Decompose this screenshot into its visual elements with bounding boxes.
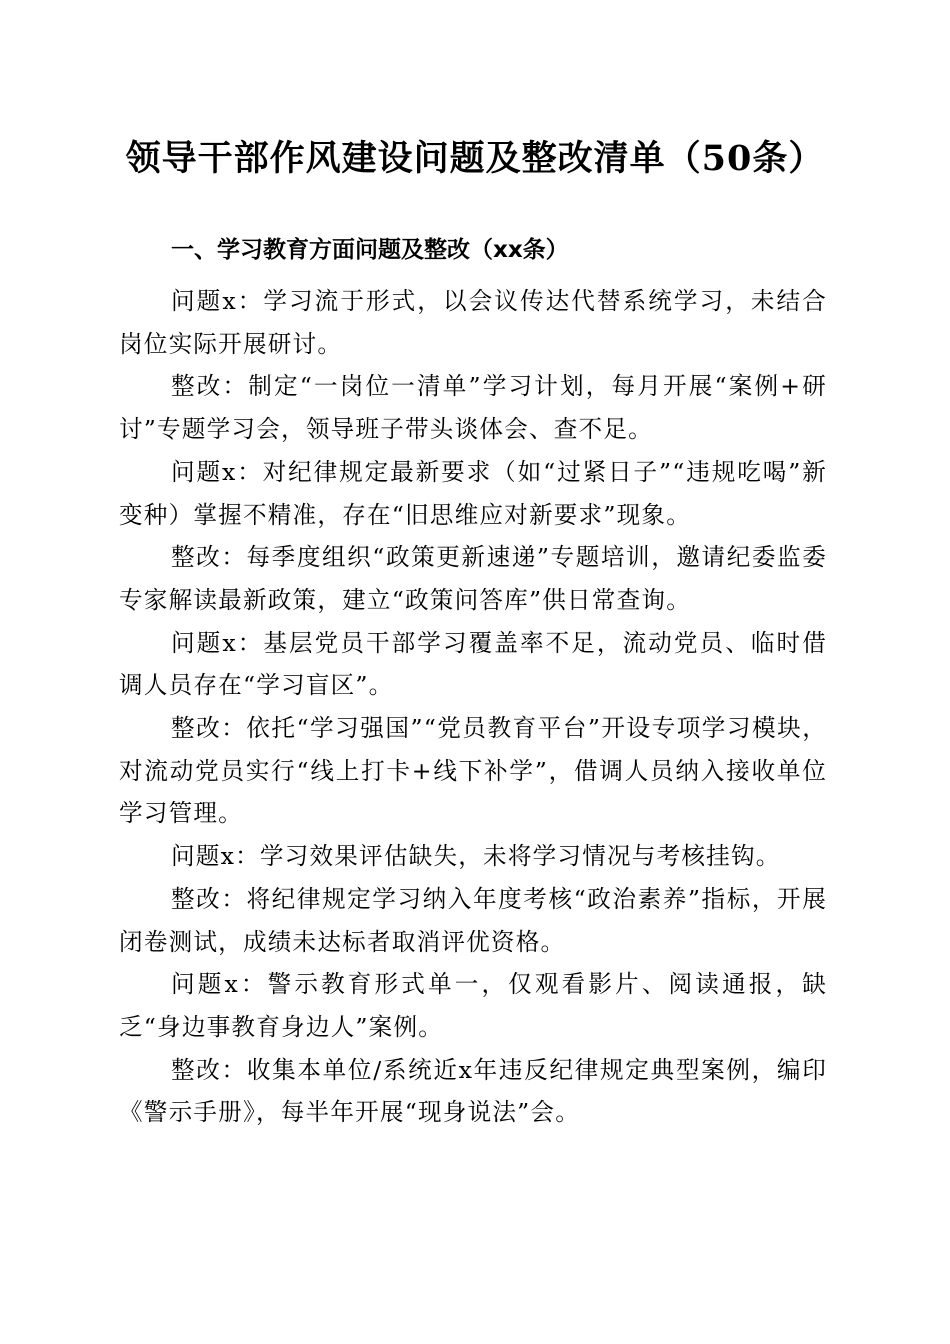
section-body bbox=[119, 280, 827, 1134]
problem-paragraph: 问题x：警示教育形式单一，仅观看影片、阅读通报，缺乏“身边事教育身边人”案例。 bbox=[119, 970, 827, 1041]
problem-paragraph: 问题x：学习流于形式，以会议传达代替系统学习，未结合岗位实际开展研讨。 bbox=[119, 287, 827, 358]
rectification-paragraph: 整改：每季度组织“政策更新速递”专题培训，邀请纪委监委专家解读最新政策，建立“政策问答库”供日常查询。 bbox=[119, 543, 827, 614]
problem-paragraph: 问题x：学习效果评估缺失，未将学习情况与考核挂钩。 bbox=[171, 842, 781, 871]
rectification-paragraph: 整改：依托“学习强国”“党员教育平台”开设专项学习模块，对流动党员实行“线上打卡+线下补学”，借调人员纳入接收单位学习管理。 bbox=[119, 714, 827, 828]
problem-paragraph: 问题x：对纪律规定最新要求（如“过紧日子”“违规吃喝”新变种）掌握不精准，存在“旧思维应对新要求”现象。 bbox=[119, 457, 827, 529]
rectification-paragraph: 整改：收集本单位/系统近x年违反纪律规定典型案例，编印《警示手册》，每半年开展“现身说法”会。 bbox=[119, 1055, 827, 1127]
section-heading: 一、学习教育方面问题及整改（xx条） bbox=[171, 237, 569, 263]
rectification-paragraph: 整改：制定“一岗位一清单”学习计划，每月开展“案例+研讨”专题学习会，领导班子带头谈体会、查不足。 bbox=[119, 372, 827, 444]
problem-paragraph: 问题x：基层党员干部学习覆盖率不足，流动党员、临时借调人员存在“学习盲区”。 bbox=[119, 628, 827, 700]
rectification-paragraph: 整改：将纪律规定学习纳入年度考核“政治素养”指标，开展闭卷测试，成绩未达标者取消评优资格。 bbox=[119, 884, 827, 956]
document-title: 领导干部作风建设问题及整改清单（50条） bbox=[125, 138, 825, 179]
